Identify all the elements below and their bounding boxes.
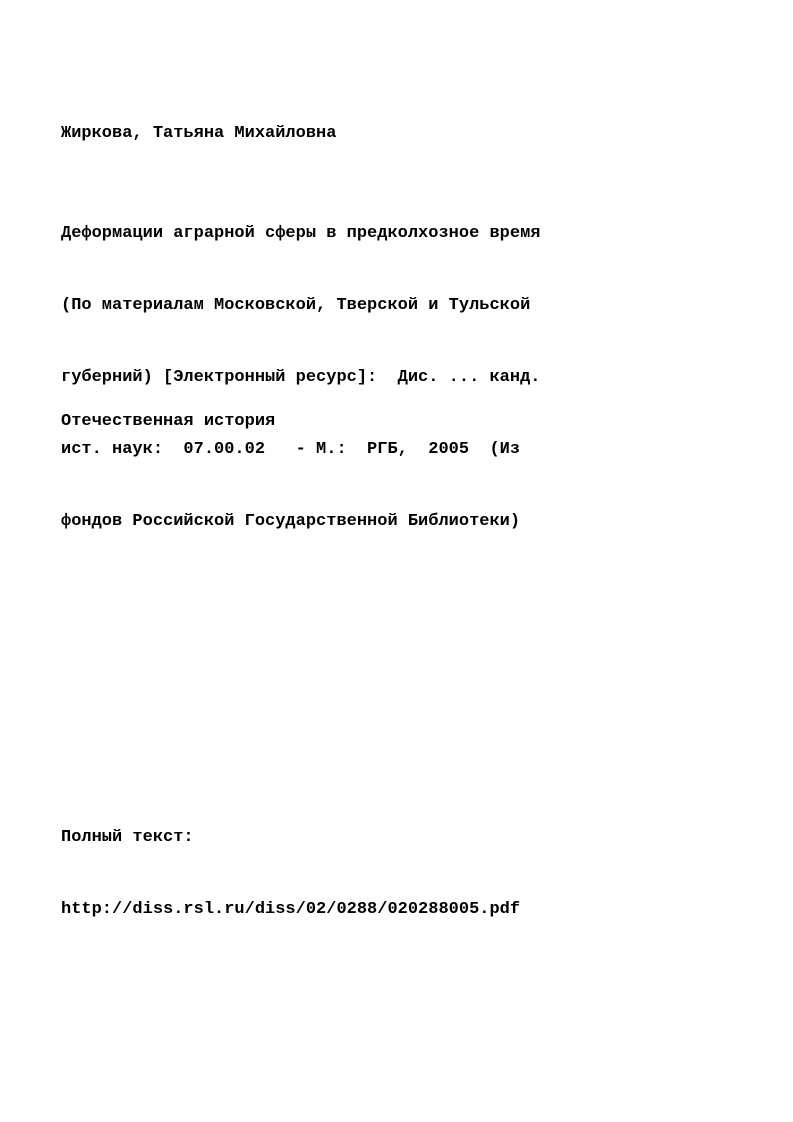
fulltext-label: Полный текст: — [61, 828, 194, 847]
subject-heading: Отечественная история — [61, 412, 276, 431]
description-line: губерний) [Электронный ресурс]: Дис. ... канд. — [61, 368, 541, 387]
description-line: ист. наук: 07.00.02 - М.: РГБ, 2005 (Из — [61, 440, 521, 459]
bibliographic-description — [61, 174, 540, 582]
description-line: (По материалам Московской, Тверской и Тульской — [61, 296, 531, 315]
description-line: Деформации аграрной сферы в предколхозное время — [61, 224, 541, 243]
description-line: фондов Российской Государственной Библиотеки) — [61, 512, 521, 531]
fulltext-section — [61, 778, 520, 970]
fulltext-url: http://diss.rsl.ru/diss/02/0288/020288005.pdf — [61, 900, 521, 919]
author-name: Жиркова, Татьяна Михайловна — [61, 124, 337, 143]
